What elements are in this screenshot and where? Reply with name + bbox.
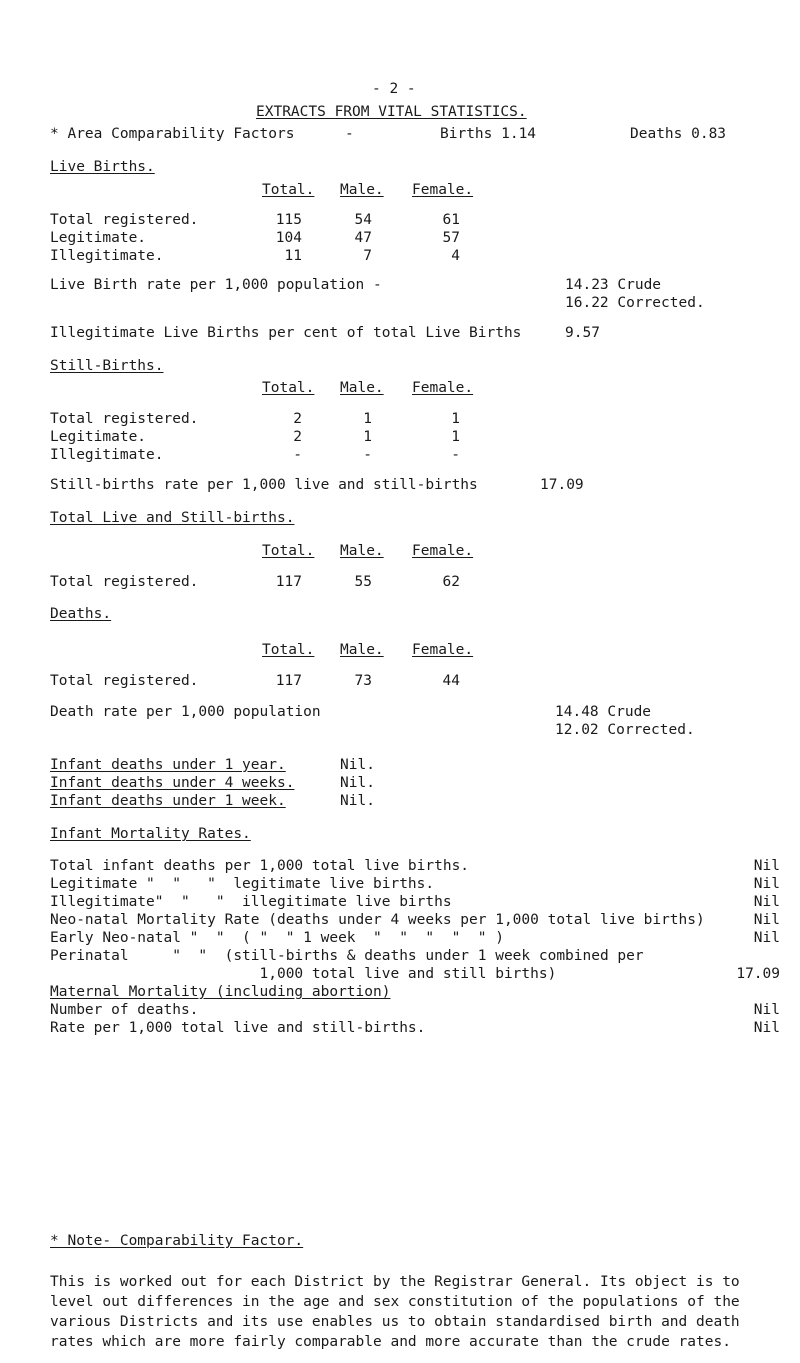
death-rate-corrected: 12.02 Corrected. xyxy=(555,722,695,738)
page-title: EXTRACTS FROM VITAL STATISTICS. xyxy=(256,104,527,120)
infant-mortality-line: Total infant deaths per 1,000 total live births. xyxy=(50,858,470,874)
table-cell-total: 115 xyxy=(275,212,302,228)
table-cell-male: 54 xyxy=(354,212,372,228)
table-cell-male: 55 xyxy=(354,574,372,590)
deaths-heading: Deaths. xyxy=(50,606,112,622)
table-row-label: Total registered. xyxy=(50,574,199,590)
maternal-line: Rate per 1,000 total live and still-births. xyxy=(50,1020,426,1036)
death-rate-crude: 14.48 Crude xyxy=(555,704,652,720)
col-header-male: Male. xyxy=(340,642,384,658)
infant-deaths-value: Nil. xyxy=(340,793,375,809)
comparability-births: Births 1.14 xyxy=(440,126,537,142)
still-birth-rate-label: Still-births rate per 1,000 live and still-births xyxy=(50,477,478,493)
col-header-female: Female. xyxy=(412,642,474,658)
table-cell-male: 47 xyxy=(354,230,372,246)
table-cell-female: 61 xyxy=(442,212,460,228)
table-cell-female: - xyxy=(451,447,460,463)
table-cell-female: 1 xyxy=(451,429,460,445)
table-cell-total: 117 xyxy=(275,574,302,590)
table-cell-male: - xyxy=(363,447,372,463)
col-header-female: Female. xyxy=(412,182,474,198)
maternal-line: Number of deaths. xyxy=(50,1002,199,1018)
infant-mortality-value: Nil xyxy=(753,912,780,928)
col-header-male: Male. xyxy=(340,380,384,396)
note-heading: * Note- Comparability Factor. xyxy=(50,1233,304,1249)
col-header-total: Total. xyxy=(262,380,315,396)
table-cell-male: 1 xyxy=(363,429,372,445)
live-births-heading: Live Births. xyxy=(50,159,155,175)
table-row-label: Illegitimate. xyxy=(50,447,164,463)
table-cell-total: 2 xyxy=(293,411,302,427)
death-rate-label: Death rate per 1,000 population xyxy=(50,704,321,720)
infant-deaths-label: Infant deaths under 1 week. xyxy=(50,793,286,809)
table-cell-total: 11 xyxy=(284,248,302,264)
maternal-value: Nil xyxy=(753,1002,780,1018)
table-cell-total: - xyxy=(293,447,302,463)
infant-deaths-label: Infant deaths under 1 year. xyxy=(50,757,286,773)
infant-mortality-line: Legitimate " " " legitimate live births. xyxy=(50,876,435,892)
table-cell-male: 7 xyxy=(363,248,372,264)
col-header-total: Total. xyxy=(262,642,315,658)
live-birth-rate-crude: 14.23 Crude xyxy=(565,277,662,293)
maternal-value: Nil xyxy=(753,1020,780,1036)
col-header-female: Female. xyxy=(412,380,474,396)
comparability-label: * Area Comparability Factors xyxy=(50,126,295,142)
table-row-label: Total registered. xyxy=(50,673,199,689)
illegitimate-percent-label: Illegitimate Live Births per cent of total Live Births xyxy=(50,325,522,341)
maternal-heading: Maternal Mortality (including abortion) xyxy=(50,984,391,1000)
comparability-deaths: Deaths 0.83 xyxy=(630,126,727,142)
table-row-label: Legitimate. xyxy=(50,429,147,445)
table-row-label: Total registered. xyxy=(50,212,199,228)
illegitimate-percent-value: 9.57 xyxy=(565,325,600,341)
table-row-label: Legitimate. xyxy=(50,230,147,246)
live-birth-rate-corrected: 16.22 Corrected. xyxy=(565,295,705,311)
table-cell-female: 4 xyxy=(451,248,460,264)
infant-mortality-line: Neo-natal Mortality Rate (deaths under 4 weeks per 1,000 total live births) xyxy=(50,912,705,928)
table-cell-total: 104 xyxy=(275,230,302,246)
col-header-male: Male. xyxy=(340,543,384,559)
col-header-female: Female. xyxy=(412,543,474,559)
table-cell-total: 2 xyxy=(293,429,302,445)
table-cell-female: 1 xyxy=(451,411,460,427)
col-header-male: Male. xyxy=(340,182,384,198)
table-cell-female: 57 xyxy=(442,230,460,246)
table-cell-male: 1 xyxy=(363,411,372,427)
infant-mortality-heading: Infant Mortality Rates. xyxy=(50,826,251,842)
infant-mortality-value: Nil xyxy=(753,876,780,892)
infant-deaths-value: Nil. xyxy=(340,775,375,791)
table-row-label: Total registered. xyxy=(50,411,199,427)
table-cell-female: 44 xyxy=(442,673,460,689)
table-cell-total: 117 xyxy=(275,673,302,689)
col-header-total: Total. xyxy=(262,182,315,198)
total-live-still-heading: Total Live and Still-births. xyxy=(50,510,295,526)
still-birth-rate-value: 17.09 xyxy=(540,477,584,493)
infant-mortality-line: Early Neo-natal " " ( " " 1 week " " " " " ) xyxy=(50,930,504,946)
infant-deaths-value: Nil. xyxy=(340,757,375,773)
infant-mortality-line: Illegitimate" " " illegitimate live births xyxy=(50,894,452,910)
table-row-label: Illegitimate. xyxy=(50,248,164,264)
infant-mortality-value: Nil xyxy=(753,930,780,946)
infant-mortality-value: Nil xyxy=(753,858,780,874)
col-header-total: Total. xyxy=(262,543,315,559)
infant-deaths-label: Infant deaths under 4 weeks. xyxy=(50,775,295,791)
infant-mortality-value: 17.09 xyxy=(736,966,780,982)
table-cell-male: 73 xyxy=(354,673,372,689)
infant-mortality-line: Perinatal " " (still-births & deaths under 1 week combined per xyxy=(50,948,644,964)
live-birth-rate-label: Live Birth rate per 1,000 population - xyxy=(50,277,382,293)
page-number: - 2 - xyxy=(372,81,416,97)
table-cell-female: 62 xyxy=(442,574,460,590)
still-births-heading: Still-Births. xyxy=(50,358,164,374)
note-body: This is worked out for each District by the Registrar General. Its object is to level out differences in the age and sex constitution of the populations of the various Districts and its use enables us to obtain standardised birth and death rates which are more fairly comparable and more accurate than the crude rates. xyxy=(50,1274,740,1350)
infant-mortality-value: Nil xyxy=(753,894,780,910)
infant-mortality-line: 1,000 total live and still births) xyxy=(50,966,557,982)
comparability-dash: - xyxy=(345,126,354,142)
